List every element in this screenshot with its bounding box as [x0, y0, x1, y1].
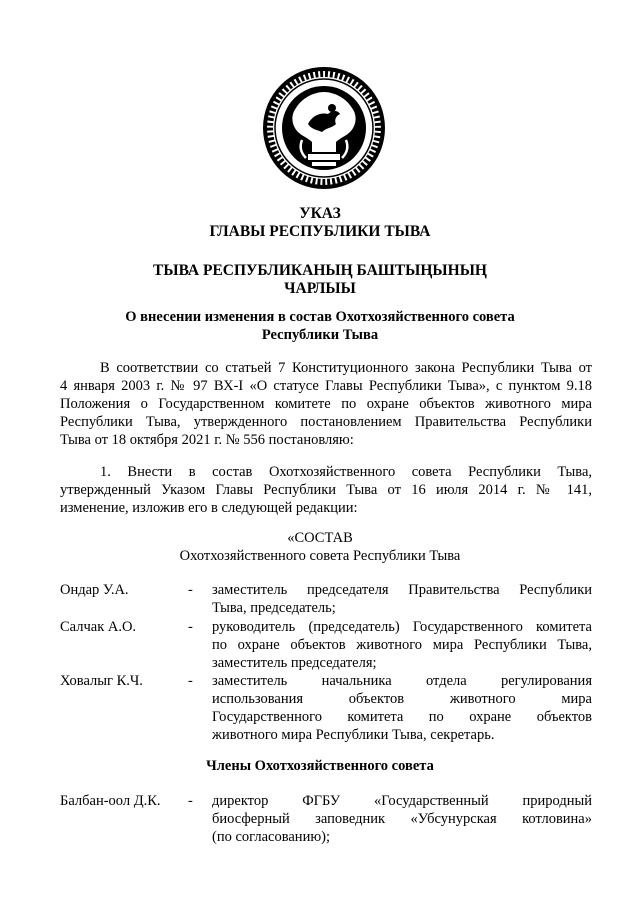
member-name: Ховалыг К.Ч.	[60, 673, 143, 689]
item-1-paragraph	[60, 463, 592, 517]
item-1-line: утвержденный Указом Главы Республики Тыва от 16 июля 2014 г. № 141,	[60, 482, 592, 498]
member-role-line: заместитель председателя;	[212, 655, 377, 671]
tuvan-title	[0, 262, 640, 298]
member-role	[212, 618, 592, 672]
composition-heading-line-2: Охотхозяйственного совета Республики Тыва	[179, 548, 461, 564]
decree-title-line-1: УКАЗ	[299, 205, 341, 222]
member-role-line: (по согласованию);	[212, 829, 331, 845]
member-role-line: по охране объектов животного мира Республики Тыва,	[212, 637, 592, 653]
members-heading: Члены Охотхозяйственного совета	[206, 758, 434, 774]
decree-subject	[0, 308, 640, 344]
item-1-line: 1. Внести в состав Охотхозяйственного совета Республики Тыва,	[100, 464, 592, 480]
preamble-line: Тыва от 18 октября 2021 г. № 556 постановляю:	[60, 432, 354, 448]
preamble-line: Положения о Государственном комитете по охране объектов животного мира	[60, 396, 592, 412]
member-dash: -	[188, 619, 193, 635]
tuvan-title-line-2: ЧАРЛЫЫ	[284, 280, 356, 297]
decree-subject-line-1: О внесении изменения в состав Охотхозяйственного совета	[125, 309, 515, 325]
preamble-line: Республики Тыва, утвержденного постановлением Правительства Республики	[60, 414, 592, 430]
member-role-line: Тыва, председатель;	[212, 600, 336, 616]
member-name: Салчак А.О.	[60, 619, 137, 635]
member-name: Ондар У.А.	[60, 582, 129, 598]
preamble-line: В соответствии со статьей 7 Конституционного закона Республики Тыва от	[100, 360, 592, 376]
member-role	[212, 792, 592, 846]
tuvan-title-line-1: ТЫВА РЕСПУБЛИКАНЫҢ БАШТЫҢЫНЫҢ	[153, 262, 487, 279]
member-role-line: Государственного комитета по охране объектов	[212, 709, 592, 725]
member-role-line: животного мира Республики Тыва, секретарь.	[212, 727, 495, 743]
preamble-paragraph	[60, 359, 592, 449]
tuva-emblem	[262, 66, 386, 190]
member-role-line: заместитель начальника отдела регулирования	[212, 673, 592, 689]
decree-title	[0, 205, 640, 241]
member-role-line: биосферный заповедник «Убсунурская котловина»	[212, 811, 592, 827]
composition-heading	[0, 529, 640, 565]
member-role-line: использования объектов животного мира	[212, 691, 592, 707]
member-role-line: руководитель (председатель) Государственного комитета	[212, 619, 592, 635]
decree-title-line-2: ГЛАВЫ РЕСПУБЛИКИ ТЫВА	[209, 223, 431, 240]
preamble-line: 4 января 2003 г. № 97 ВХ-I «О статусе Главы Республики Тыва», с пунктом 9.18	[60, 378, 592, 394]
member-dash: -	[188, 582, 193, 598]
member-dash: -	[188, 793, 193, 809]
member-dash: -	[188, 673, 193, 689]
member-name: Балбан-оол Д.К.	[60, 793, 161, 809]
member-role	[212, 672, 592, 744]
member-role-line: директор ФГБУ «Государственный природный	[212, 793, 592, 809]
decree-subject-line-2: Республики Тыва	[261, 327, 379, 343]
member-role	[212, 581, 592, 617]
member-role-line: заместитель председателя Правительства Республики	[212, 582, 592, 598]
item-1-line: изменение, изложив его в следующей редакции:	[60, 500, 358, 516]
composition-heading-line-1: «СОСТАВ	[287, 530, 353, 546]
